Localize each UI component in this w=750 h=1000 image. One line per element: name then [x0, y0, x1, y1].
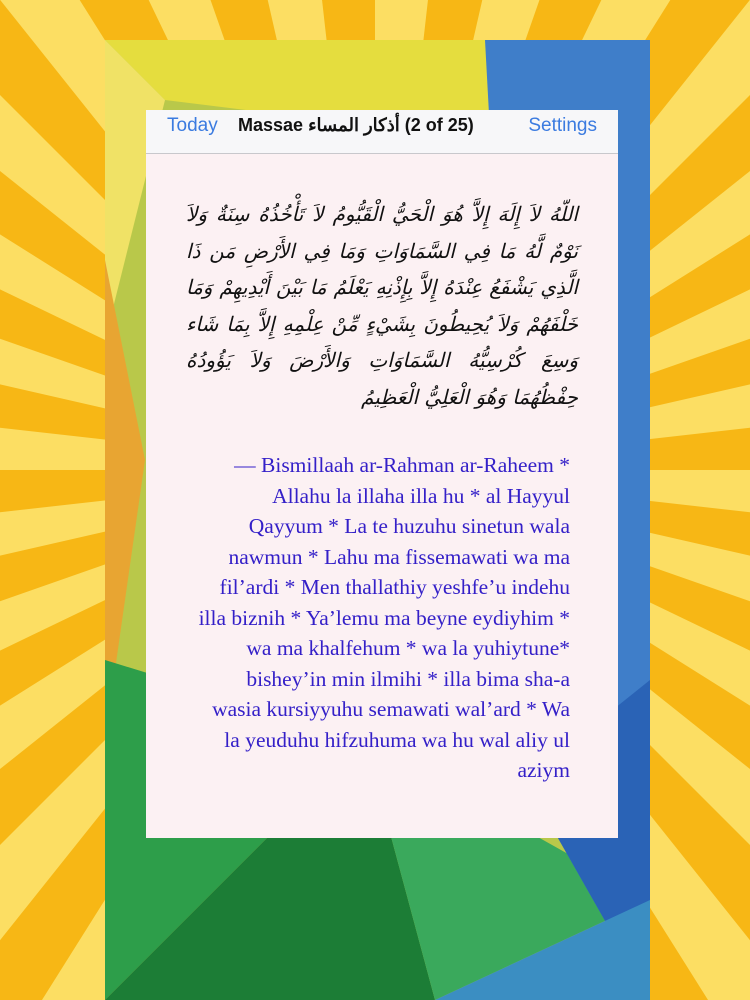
page-title: [238, 115, 474, 136]
arabic-verse: اللّهُ لاَ إِلَهَ إِلاَّ هُوَ الْحَيُّ الْقَيُّومُ لاَ تَأْخُذُهُ سِنَةٌ وَلاَ نَوْمٌ لَّهُ مَا فِي السَّمَاوَاتِ وَمَا فِي الأَرْضِ مَن ذَا الَّذِي يَشْفَعُ عِنْدَهُ إِلاَّ بِإِذْنِهِ يَعْلَمُ مَا بَيْنَ أَيْدِيهِمْ وَمَا خَلْفَهُمْ وَلاَ يُحِيطُونَ بِشَيْءٍ مِّنْ عِلْمِهِ إِلاَّ بِمَا شَاء وَسِعَ كُرْسِيُّهُ السَّمَاوَاتِ وَالأَرْضَ وَلاَ يَؤُودُهُ حِفْظُهُمَا وَهُوَ الْعَلِيُّ الْعَظِيمُ: [186, 202, 578, 409]
dhikr-content[interactable]: [146, 154, 618, 838]
title-latin: Massae: [238, 115, 304, 135]
settings-button[interactable]: Settings: [528, 115, 597, 136]
navigation-bar: [146, 110, 618, 154]
transliteration-text: — Bismillaah ar-Rahman ar-Raheem * Allahu la illaha illa hu * al Hayyul Qayyum * La te huzuhu sinetun wala nawmun * Lahu ma fissemawati wa ma fil’ardi * Men thallathiy yeshfe’u indehu illa biznih * Ya’lemu ma beyne eydiyhim * wa ma khalfehum * wa la yuhiytune* bishey’in min ilmihi * illa bima sha-a wasia kursiyyuhu semawati wal’ard * Wa la yeuduhu hifzuhuma wa hu wal aliy ul aziym: [198, 453, 570, 782]
title-counter: (2 of 25): [404, 115, 474, 135]
today-button[interactable]: Today: [167, 115, 218, 136]
title-arabic: أذكار المساء: [308, 115, 400, 135]
